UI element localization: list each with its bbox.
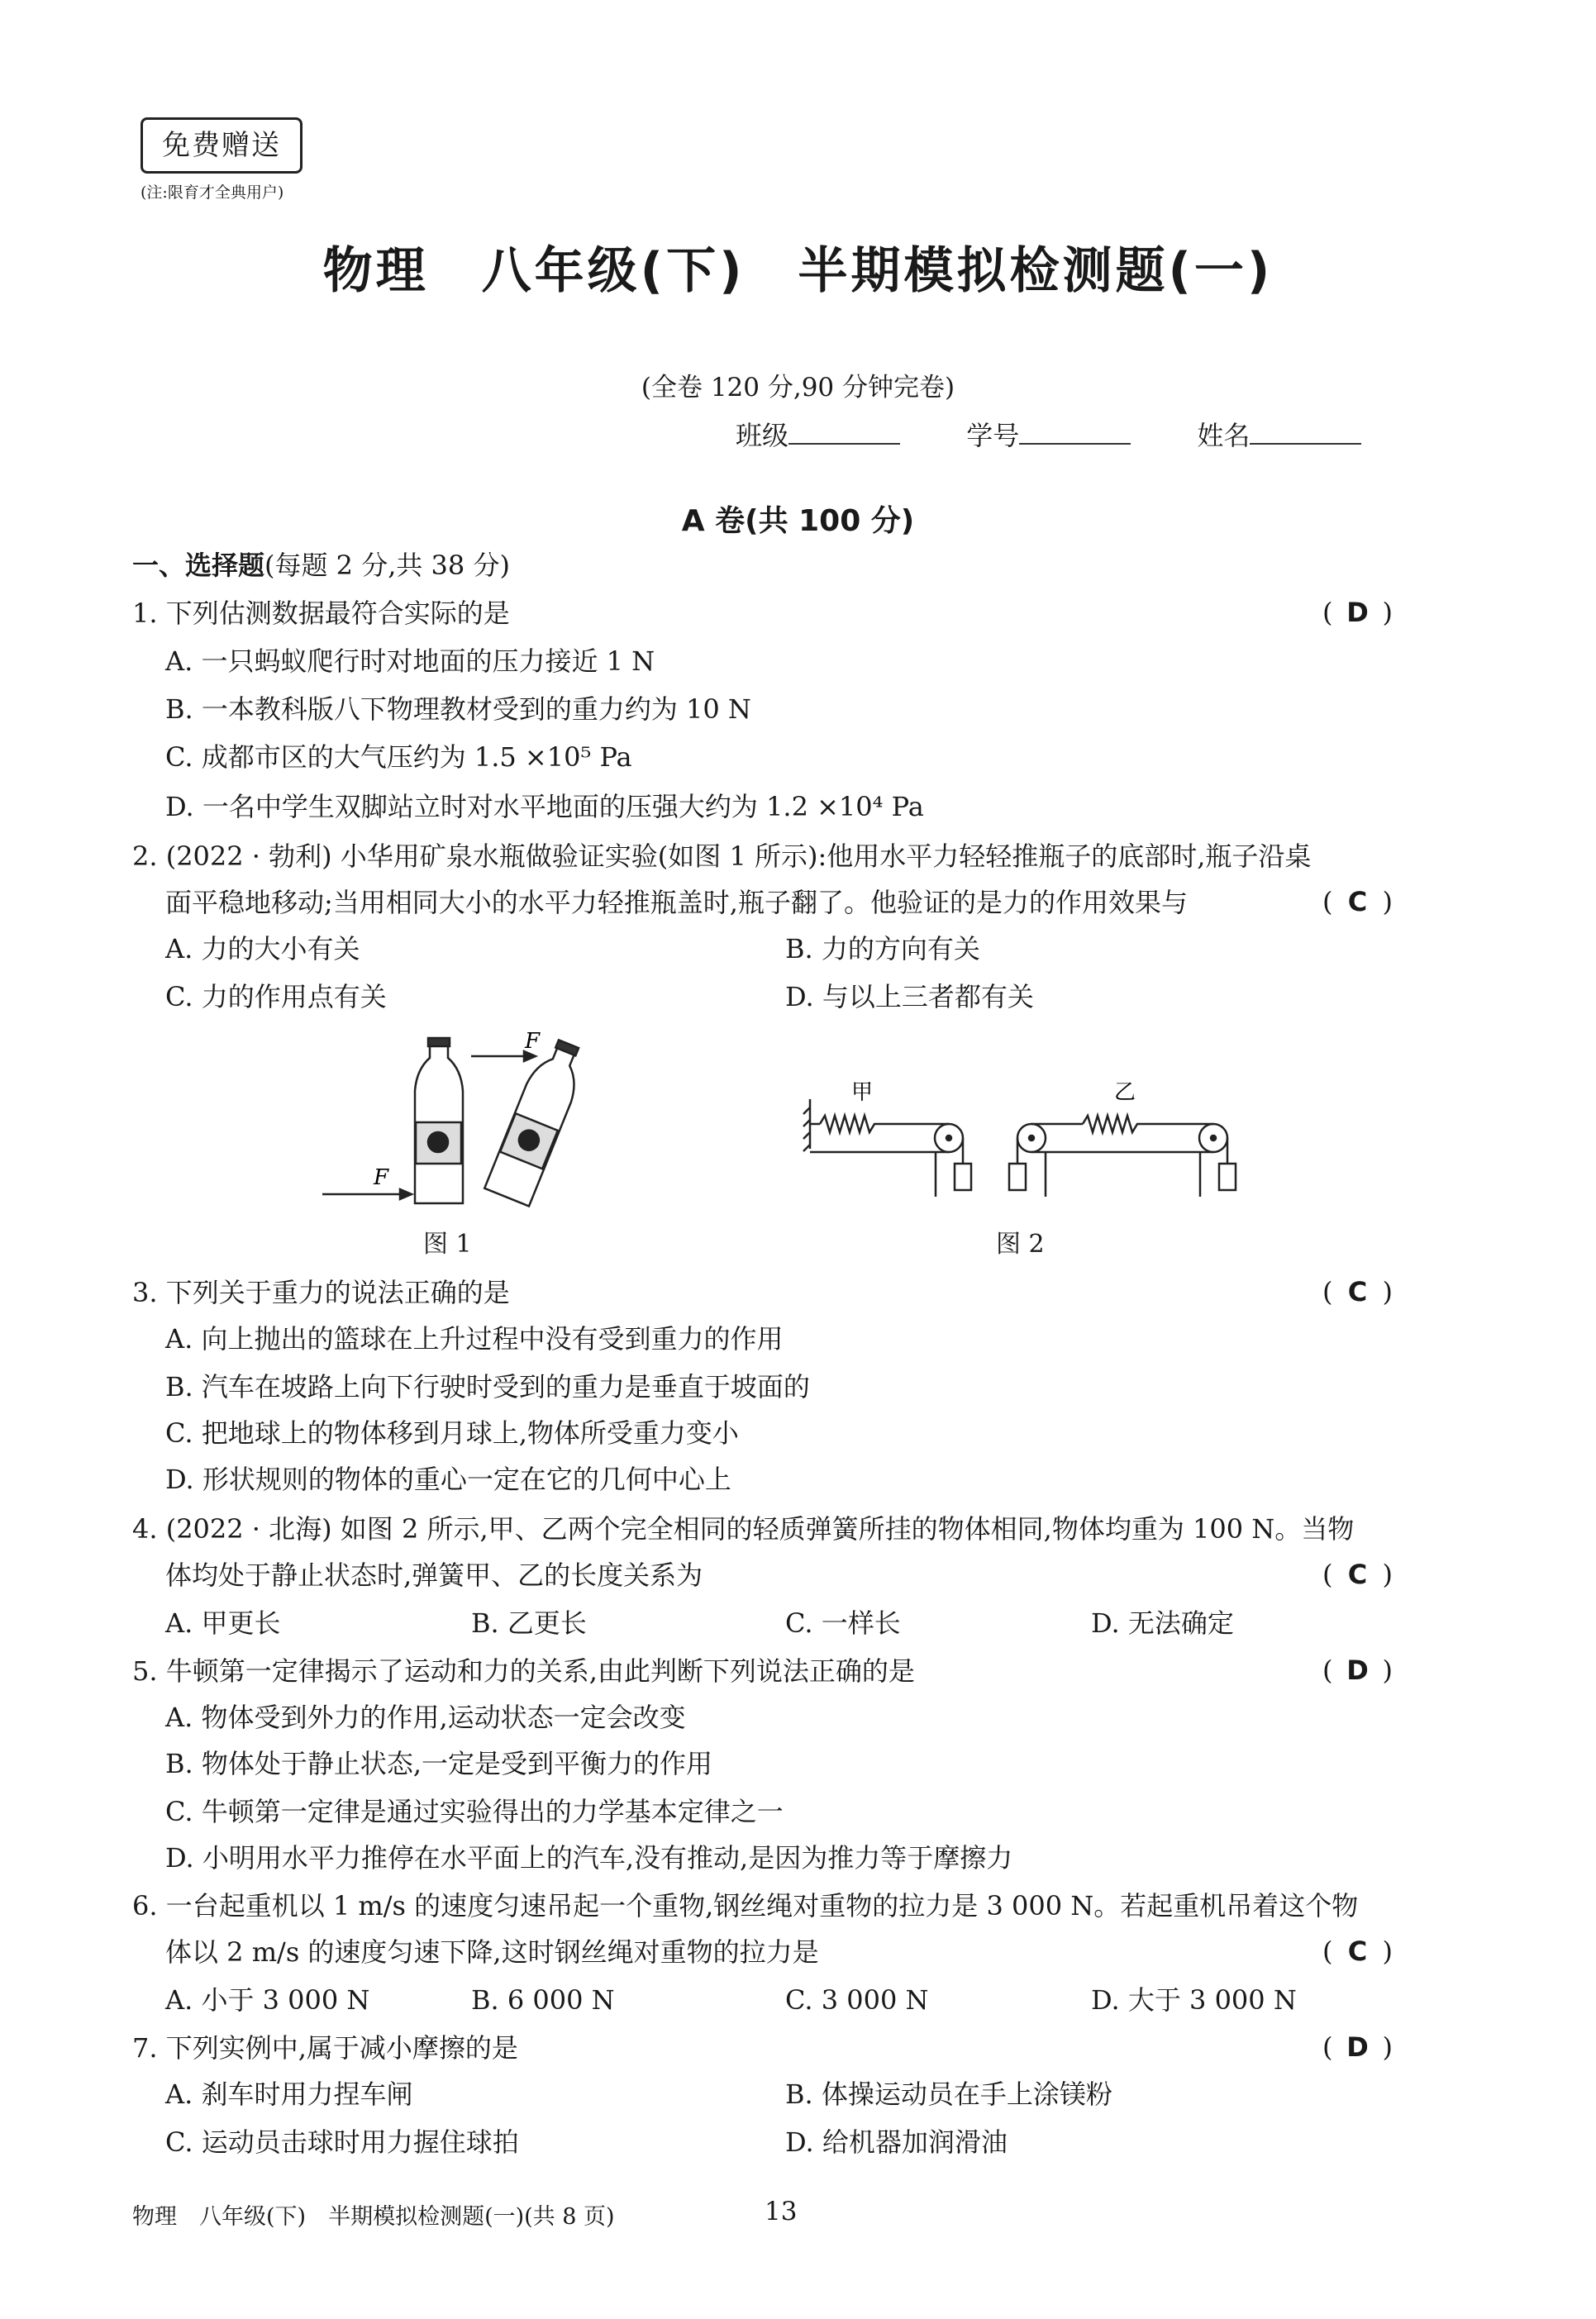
q1-answer: ( D ) (1322, 597, 1393, 628)
spring-a-label: 甲 (851, 1080, 874, 1105)
part-desc: (每题 2 分,共 38 分) (264, 550, 510, 581)
q5-answer: ( D ) (1322, 1655, 1393, 1686)
q4-option-b: B. 乙更长 (471, 1607, 587, 1639)
force-arrow-bottom (322, 1189, 412, 1199)
weight-right-a-icon (1009, 1164, 1026, 1190)
weight-right-b-icon (1219, 1164, 1236, 1190)
class-field[interactable] (736, 415, 900, 453)
usage-note: (注:限育才全典用户) (141, 183, 284, 202)
q6-answer: ( C ) (1322, 1936, 1393, 1967)
student-id-blank[interactable] (1019, 418, 1131, 445)
q6-option-b: B. 6 000 N (471, 1984, 615, 2016)
part-label: 一、选择题 (132, 550, 265, 581)
q4-option-c: C. 一样长 (785, 1607, 901, 1639)
q7-option-b: B. 体操运动员在手上涂镁粉 (785, 2079, 1112, 2110)
figure-2-caption: 图 2 (996, 1230, 1045, 1259)
q7-answer: ( D ) (1322, 2031, 1393, 2063)
q7-option-c: C. 运动员击球时用力握住球拍 (165, 2126, 519, 2158)
spring-setup-right (1009, 1116, 1236, 1197)
spring-b-icon (1083, 1116, 1147, 1132)
student-id-field[interactable] (966, 415, 1131, 453)
name-label: 姓名 (1197, 420, 1251, 451)
q3-option-b: B. 汽车在坡路上向下行驶时受到的重力是垂直于坡面的 (165, 1371, 810, 1402)
figure-1-caption: 图 1 (423, 1230, 472, 1259)
q3-option-a: A. 向上抛出的篮球在上升过程中没有受到重力的作用 (165, 1323, 784, 1355)
tilted-bottle-icon (484, 1035, 591, 1206)
q6-option-c: C. 3 000 N (785, 1984, 929, 2016)
q4-option-a: A. 甲更长 (165, 1607, 281, 1639)
q5-stem: 5. 牛顿第一定律揭示了运动和力的关系,由此判断下列说法正确的是 (132, 1655, 915, 1687)
q5-answer-value: D (1346, 1655, 1369, 1686)
q4-stem-1: 4. (2022 · 北海) 如图 2 所示,甲、乙两个完全相同的轻质弹簧所挂的物体相同,物体均重为 100 N。当物 (132, 1513, 1355, 1545)
q6-option-a: A. 小于 3 000 N (165, 1984, 370, 2016)
q1-option-d: D. 一名中学生双脚站立时对水平地面的压强大约为 1.2 ×10⁴ Pa (165, 791, 924, 822)
section-title: A 卷(共 100 分) (681, 504, 915, 538)
figure-2-springs (802, 1074, 1248, 1207)
q2-answer: ( C ) (1322, 886, 1393, 917)
q5-option-d: D. 小明用水平力推停在水平面上的汽车,没有推动,是因为推力等于摩擦力 (165, 1842, 1013, 1874)
q6-answer-value: C (1347, 1936, 1368, 1967)
q2-stem-2: 面平稳地移动;当用相同大小的水平力轻推瓶盖时,瓶子翻了。他验证的是力的作用效果与 (165, 887, 1188, 918)
upright-bottle-icon (415, 1038, 463, 1203)
q1-stem: 1. 下列估测数据最符合实际的是 (132, 598, 510, 629)
q4-stem-2: 体均处于静止状态时,弹簧甲、乙的长度关系为 (165, 1559, 703, 1591)
page-title: 物理 八年级(下) 半期模拟检测题(一) (322, 242, 1274, 300)
figure-1-bottles (314, 1025, 595, 1215)
q2-option-a: A. 力的大小有关 (165, 933, 360, 964)
q2-stem-1: 2. (2022 · 勃利) 小华用矿泉水瓶做验证实验(如图 1 所示):他用水平力轻轻推瓶子的底部时,瓶子沿桌 (132, 840, 1312, 872)
q3-answer-value: C (1347, 1276, 1368, 1307)
q2-option-c: C. 力的作用点有关 (165, 981, 387, 1012)
spring-a-icon (820, 1116, 884, 1132)
q2-option-d: D. 与以上三者都有关 (785, 981, 1034, 1012)
q3-option-c: C. 把地球上的物体移到月球上,物体所受重力变小 (165, 1417, 739, 1449)
student-fields (736, 415, 1361, 453)
q7-option-d: D. 给机器加润滑油 (785, 2126, 1008, 2158)
q7-answer-value: D (1346, 2031, 1369, 2063)
free-gift-stamp: 免费赠送 (141, 117, 303, 174)
student-id-label: 学号 (966, 420, 1020, 451)
q5-option-b: B. 物体处于静止状态,一定是受到平衡力的作用 (165, 1748, 713, 1779)
weight-left-icon (955, 1164, 971, 1190)
exam-info: (全卷 120 分,90 分钟完卷) (641, 373, 955, 402)
page-number: 13 (765, 2197, 798, 2226)
q6-option-d: D. 大于 3 000 N (1091, 1984, 1297, 2016)
q1-option-c: C. 成都市区的大气压约为 1.5 ×10⁵ Pa (165, 741, 632, 773)
q3-stem: 3. 下列关于重力的说法正确的是 (132, 1277, 510, 1308)
q3-answer: ( C ) (1322, 1276, 1393, 1307)
q2-option-b: B. 力的方向有关 (785, 933, 980, 964)
name-blank[interactable] (1250, 418, 1361, 445)
force-label-bottom: F (374, 1165, 389, 1190)
q6-stem-1: 6. 一台起重机以 1 m/s 的速度匀速吊起一个重物,钢丝绳对重物的拉力是 3 000 N。若起重机吊着这个物 (132, 1890, 1359, 1921)
q4-answer-value: C (1347, 1559, 1368, 1590)
q7-stem: 7. 下列实例中,属于减小摩擦的是 (132, 2032, 518, 2064)
force-label-top: F (525, 1029, 541, 1054)
spring-b-label: 乙 (1114, 1080, 1136, 1105)
q1-option-b: B. 一本教科版八下物理教材受到的重力约为 10 N (165, 693, 751, 725)
part-heading (132, 549, 510, 582)
class-label: 班级 (736, 420, 789, 451)
q4-answer: ( C ) (1322, 1559, 1393, 1590)
q1-option-a: A. 一只蚂蚁爬行时对地面的压力接近 1 N (165, 645, 655, 677)
q3-option-d: D. 形状规则的物体的重心一定在它的几何中心上 (165, 1464, 731, 1495)
footer-text: 物理 八年级(下) 半期模拟检测题(一)(共 8 页) (132, 2204, 615, 2230)
q5-option-c: C. 牛顿第一定律是通过实验得出的力学基本定律之一 (165, 1796, 784, 1827)
q6-stem-2: 体以 2 m/s 的速度匀速下降,这时钢丝绳对重物的拉力是 (165, 1936, 819, 1968)
q4-option-d: D. 无法确定 (1091, 1607, 1234, 1639)
q1-answer-value: D (1346, 597, 1369, 628)
q5-option-a: A. 物体受到外力的作用,运动状态一定会改变 (165, 1702, 686, 1733)
class-blank[interactable] (788, 418, 900, 445)
q7-option-a: A. 刹车时用力捏车闸 (165, 2079, 413, 2110)
name-field[interactable] (1197, 415, 1361, 453)
q2-answer-value: C (1347, 886, 1368, 917)
spring-setup-left (803, 1099, 971, 1197)
